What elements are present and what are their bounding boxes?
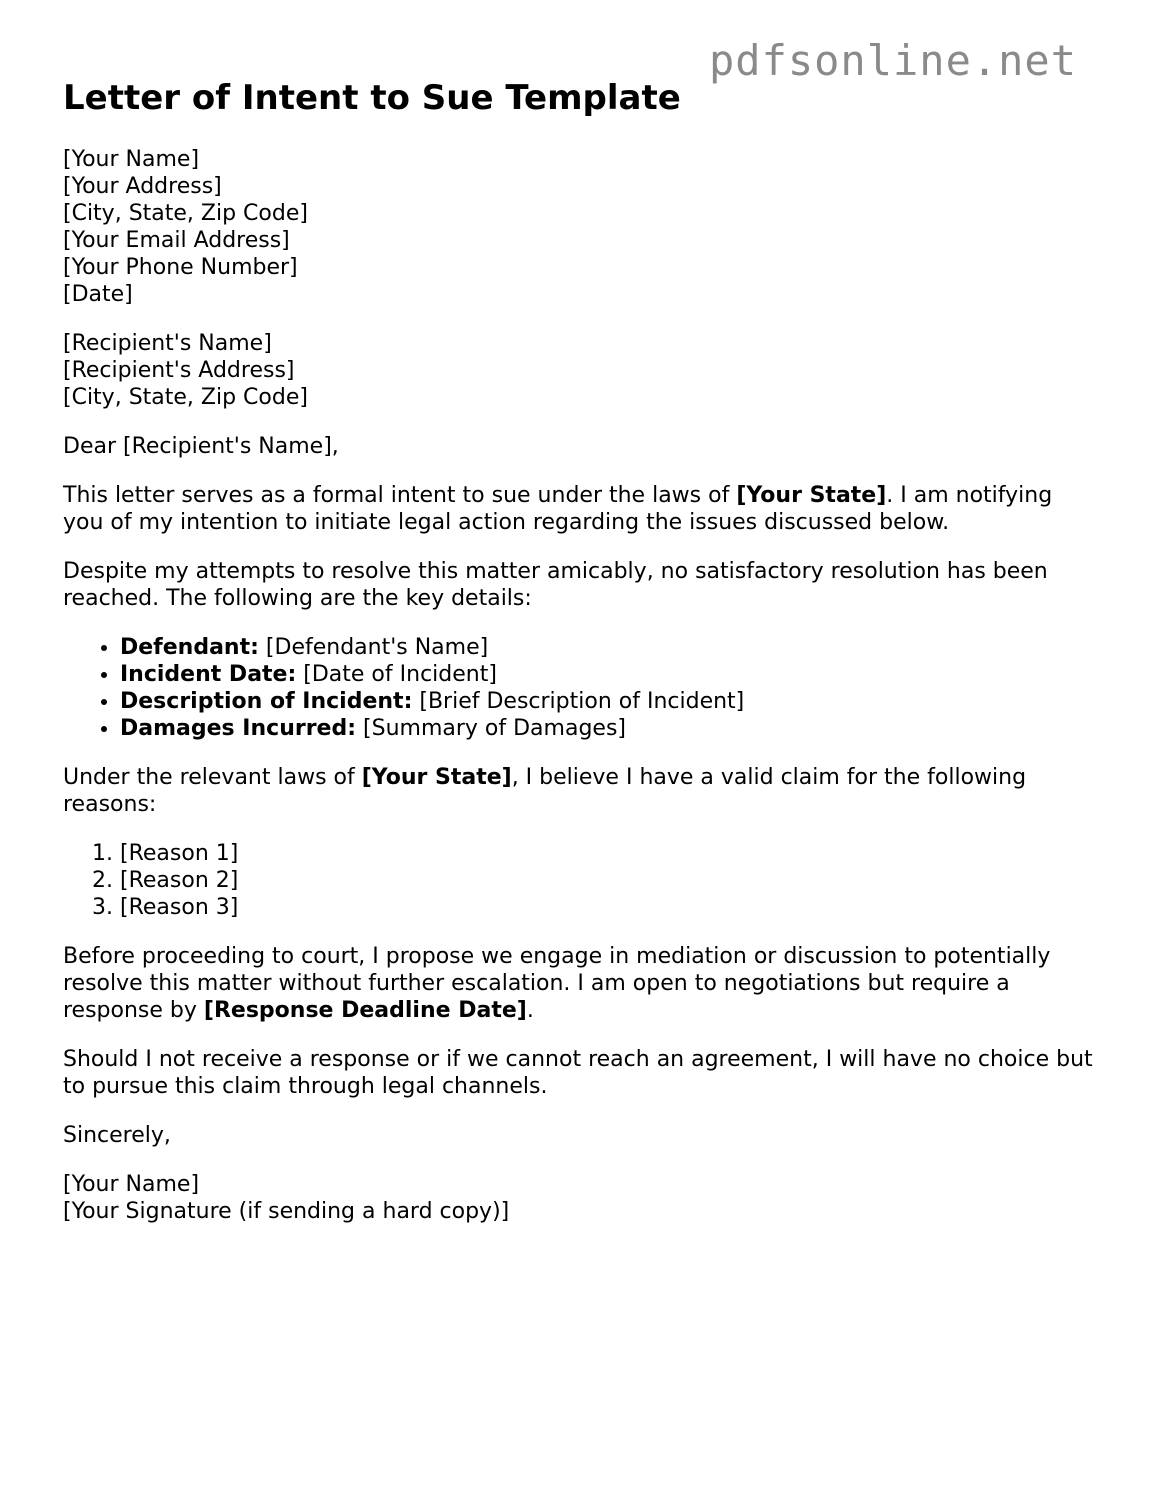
recipient-block: [63, 330, 1093, 411]
list-item: [120, 688, 1093, 715]
details-intro-paragraph: Despite my attempts to resolve this matter amicably, no satisfactory resolution has been reached. The following are the key details:: [63, 559, 1048, 611]
signature-block: [63, 1171, 1093, 1225]
document-title: Letter of Intent to Sue Template: [63, 78, 681, 118]
mediation-text-before: Before proceeding to court, I propose we engage in mediation or discussion to potentially resolve this matter without further escalation. I am open to negotiations but require a response by: [63, 944, 1051, 1023]
detail-label: Description of Incident:: [120, 689, 413, 714]
mediation-paragraph: [63, 943, 1093, 1024]
recipient-address: [Recipient's Address]: [63, 358, 295, 383]
sender-name: [Your Name]: [63, 147, 200, 172]
intent-text-before: This letter serves as a formal intent to sue under the laws of: [63, 483, 737, 508]
salutation: Dear [Recipient's Name],: [63, 434, 339, 459]
detail-value: [Brief Description of Incident]: [412, 689, 745, 714]
detail-label: Damages Incurred:: [120, 716, 357, 741]
sender-address: [Your Address]: [63, 174, 222, 199]
list-item: 1. [Reason 1]: [120, 840, 1093, 867]
list-item: [120, 715, 1093, 742]
detail-label: Incident Date:: [120, 662, 297, 687]
reasons-list: [63, 840, 1093, 921]
intent-text-after: . I am notifying you of my intention to initiate legal action regarding the issues discussed below.: [63, 483, 1053, 535]
list-item: [120, 661, 1093, 688]
key-details-list: [63, 634, 1093, 742]
claim-paragraph: [63, 764, 1093, 818]
intent-state: [Your State]: [736, 483, 887, 508]
detail-value: [Summary of Damages]: [356, 716, 626, 741]
claim-text-before: Under the relevant laws of: [63, 765, 362, 790]
detail-label: Defendant:: [120, 635, 259, 660]
claim-state: [Your State]: [361, 765, 512, 790]
signature-line: [Your Signature (if sending a hard copy)]: [63, 1199, 510, 1224]
signature-name: [Your Name]: [63, 1172, 200, 1197]
list-item: 2. [Reason 2]: [120, 867, 1093, 894]
detail-value: [Defendant's Name]: [258, 635, 489, 660]
recipient-city-state-zip: [City, State, Zip Code]: [63, 385, 308, 410]
response-deadline: [Response Deadline Date]: [203, 998, 527, 1023]
list-item: 3. [Reason 3]: [120, 894, 1093, 921]
consequence-paragraph: Should I not receive a response or if we cannot reach an agreement, I will have no choice but to pursue this claim through legal channels.: [63, 1047, 1093, 1099]
sender-phone: [Your Phone Number]: [63, 255, 298, 280]
sender-city-state-zip: [City, State, Zip Code]: [63, 201, 308, 226]
closing: Sincerely,: [63, 1123, 171, 1148]
sender-block: [63, 146, 1093, 308]
recipient-name: [Recipient's Name]: [63, 331, 272, 356]
letter-date: [Date]: [63, 282, 133, 307]
claim-text-after: , I believe I have a valid claim for the following reasons:: [63, 765, 1027, 817]
watermark: pdfsonline.net: [709, 36, 1078, 85]
mediation-text-after: .: [526, 998, 534, 1023]
sender-email: [Your Email Address]: [63, 228, 290, 253]
list-item: [120, 634, 1093, 661]
letter-body: [63, 146, 1093, 1247]
intent-paragraph: [63, 482, 1093, 536]
detail-value: [Date of Incident]: [296, 662, 497, 687]
